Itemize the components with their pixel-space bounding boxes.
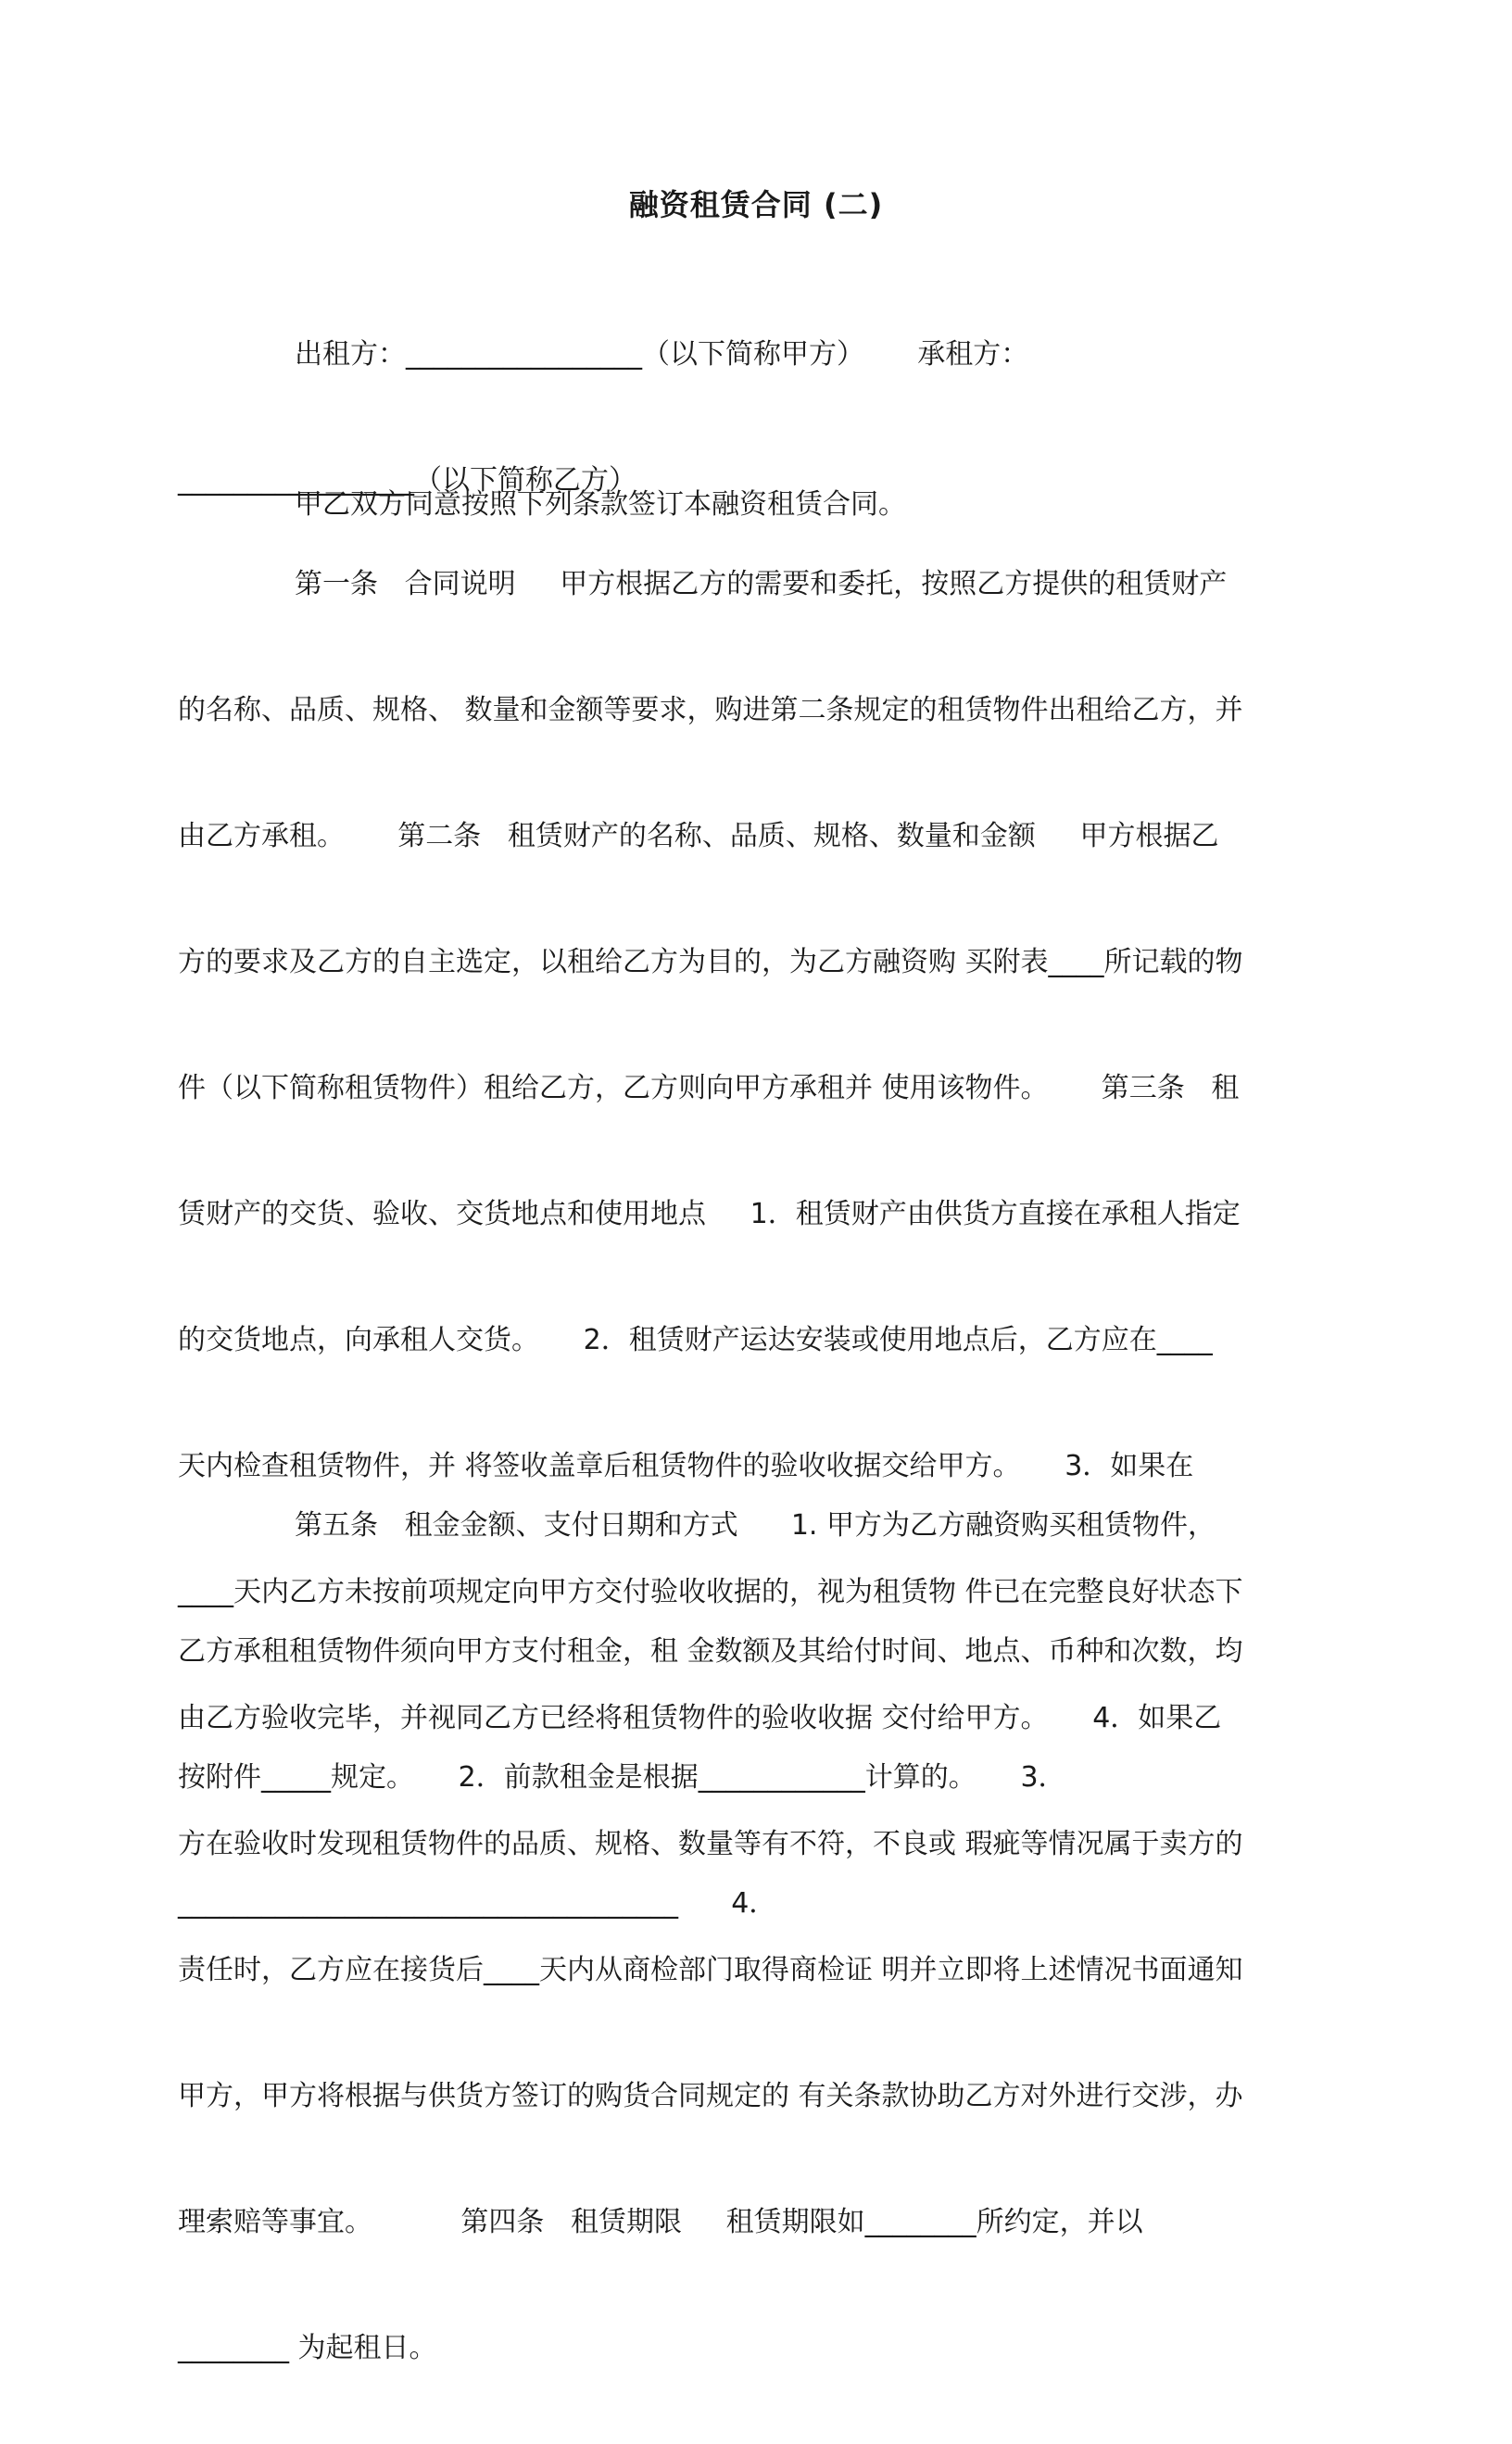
body-line: 件（以下简称租赁物件）租给乙方，乙方则向甲方承租并 使用该物件。 第三条 租 <box>178 1072 1240 1104</box>
body-line: 甲方，甲方将根据与供货方签订的购货合同规定的 有关条款协助乙方对外进行交涉，办 <box>178 2080 1243 2112</box>
intro-paragraph: 甲乙双方同意按照下列条款签订本融资租赁合同。 <box>295 488 906 521</box>
body-line: 方的要求及乙方的自主选定，以租给乙方为目的，为乙方融资购 买附表____所记载的物 <box>178 946 1243 978</box>
body-line: 的名称、品质、规格、 数量和金额等要求，购进第二条规定的租赁物件出租给乙方，并 <box>178 694 1243 726</box>
body-line: 天内检查租赁物件，并 将签收盖章后租赁物件的验收收据交给甲方。 3．如果在 <box>178 1450 1194 1482</box>
article-5-line: ____________________________________ 4． <box>178 1887 777 1920</box>
article-5-line: 第五条 租金金额、支付日期和方式 1. 甲方为乙方融资购买租赁物件， <box>295 1509 1216 1542</box>
lessee-line: _________________（以下简称乙方） <box>178 464 636 497</box>
body-line: 的交货地点，向承租人交货。 2．租赁财产运达安装或使用地点后，乙方应在____ <box>178 1324 1213 1356</box>
body-line: 由乙方承租。 第二条 租赁财产的名称、品质、规格、数量和金额 甲方根据乙 <box>178 820 1219 852</box>
body-line: 赁财产的交货、验收、交货地点和使用地点 1．租赁财产由供货方直接在承租人指定 <box>178 1198 1241 1230</box>
body-line: ____天内乙方未按前项规定向甲方交付验收收据的，视为租赁物 件已在完整良好状态下 <box>178 1576 1243 1608</box>
body-line: 责任时，乙方应在接货后____天内从商检部门取得商检证 明并立即将上述情况书面通知 <box>178 1954 1243 1986</box>
document-title: 融资租赁合同 (二) <box>628 187 884 222</box>
body-line: 第一条 合同说明 甲方根据乙方的需要和委托，按照乙方提供的租赁财产 <box>295 568 1228 600</box>
body-line: 由乙方验收完毕，并视同乙方已经将租赁物件的验收收据 交付给甲方。 4．如果乙 <box>178 1702 1222 1734</box>
body-line: ________ 为起租日。 <box>178 2332 437 2364</box>
article-5-line: 按附件_____规定。 2．前款租金是根据____________计算的。 3． <box>178 1761 1066 1794</box>
body-line: 理索赔等事宜。 第四条 租赁期限 租赁期限如________所约定，并以 <box>178 2206 1143 2238</box>
body-line: 方在验收时发现租赁物件的品质、规格、数量等有不符，不良或 瑕疵等情况属于卖方的 <box>178 1828 1243 1860</box>
article-5-line: 乙方承租租赁物件须向甲方支付租金，租 金数额及其给付时间、地点、币种和次数，均 <box>178 1635 1243 1668</box>
lessor-line: 出租方：_________________（以下简称甲方） 承租方： <box>295 338 1029 371</box>
article-5-section <box>178 1430 1327 1999</box>
